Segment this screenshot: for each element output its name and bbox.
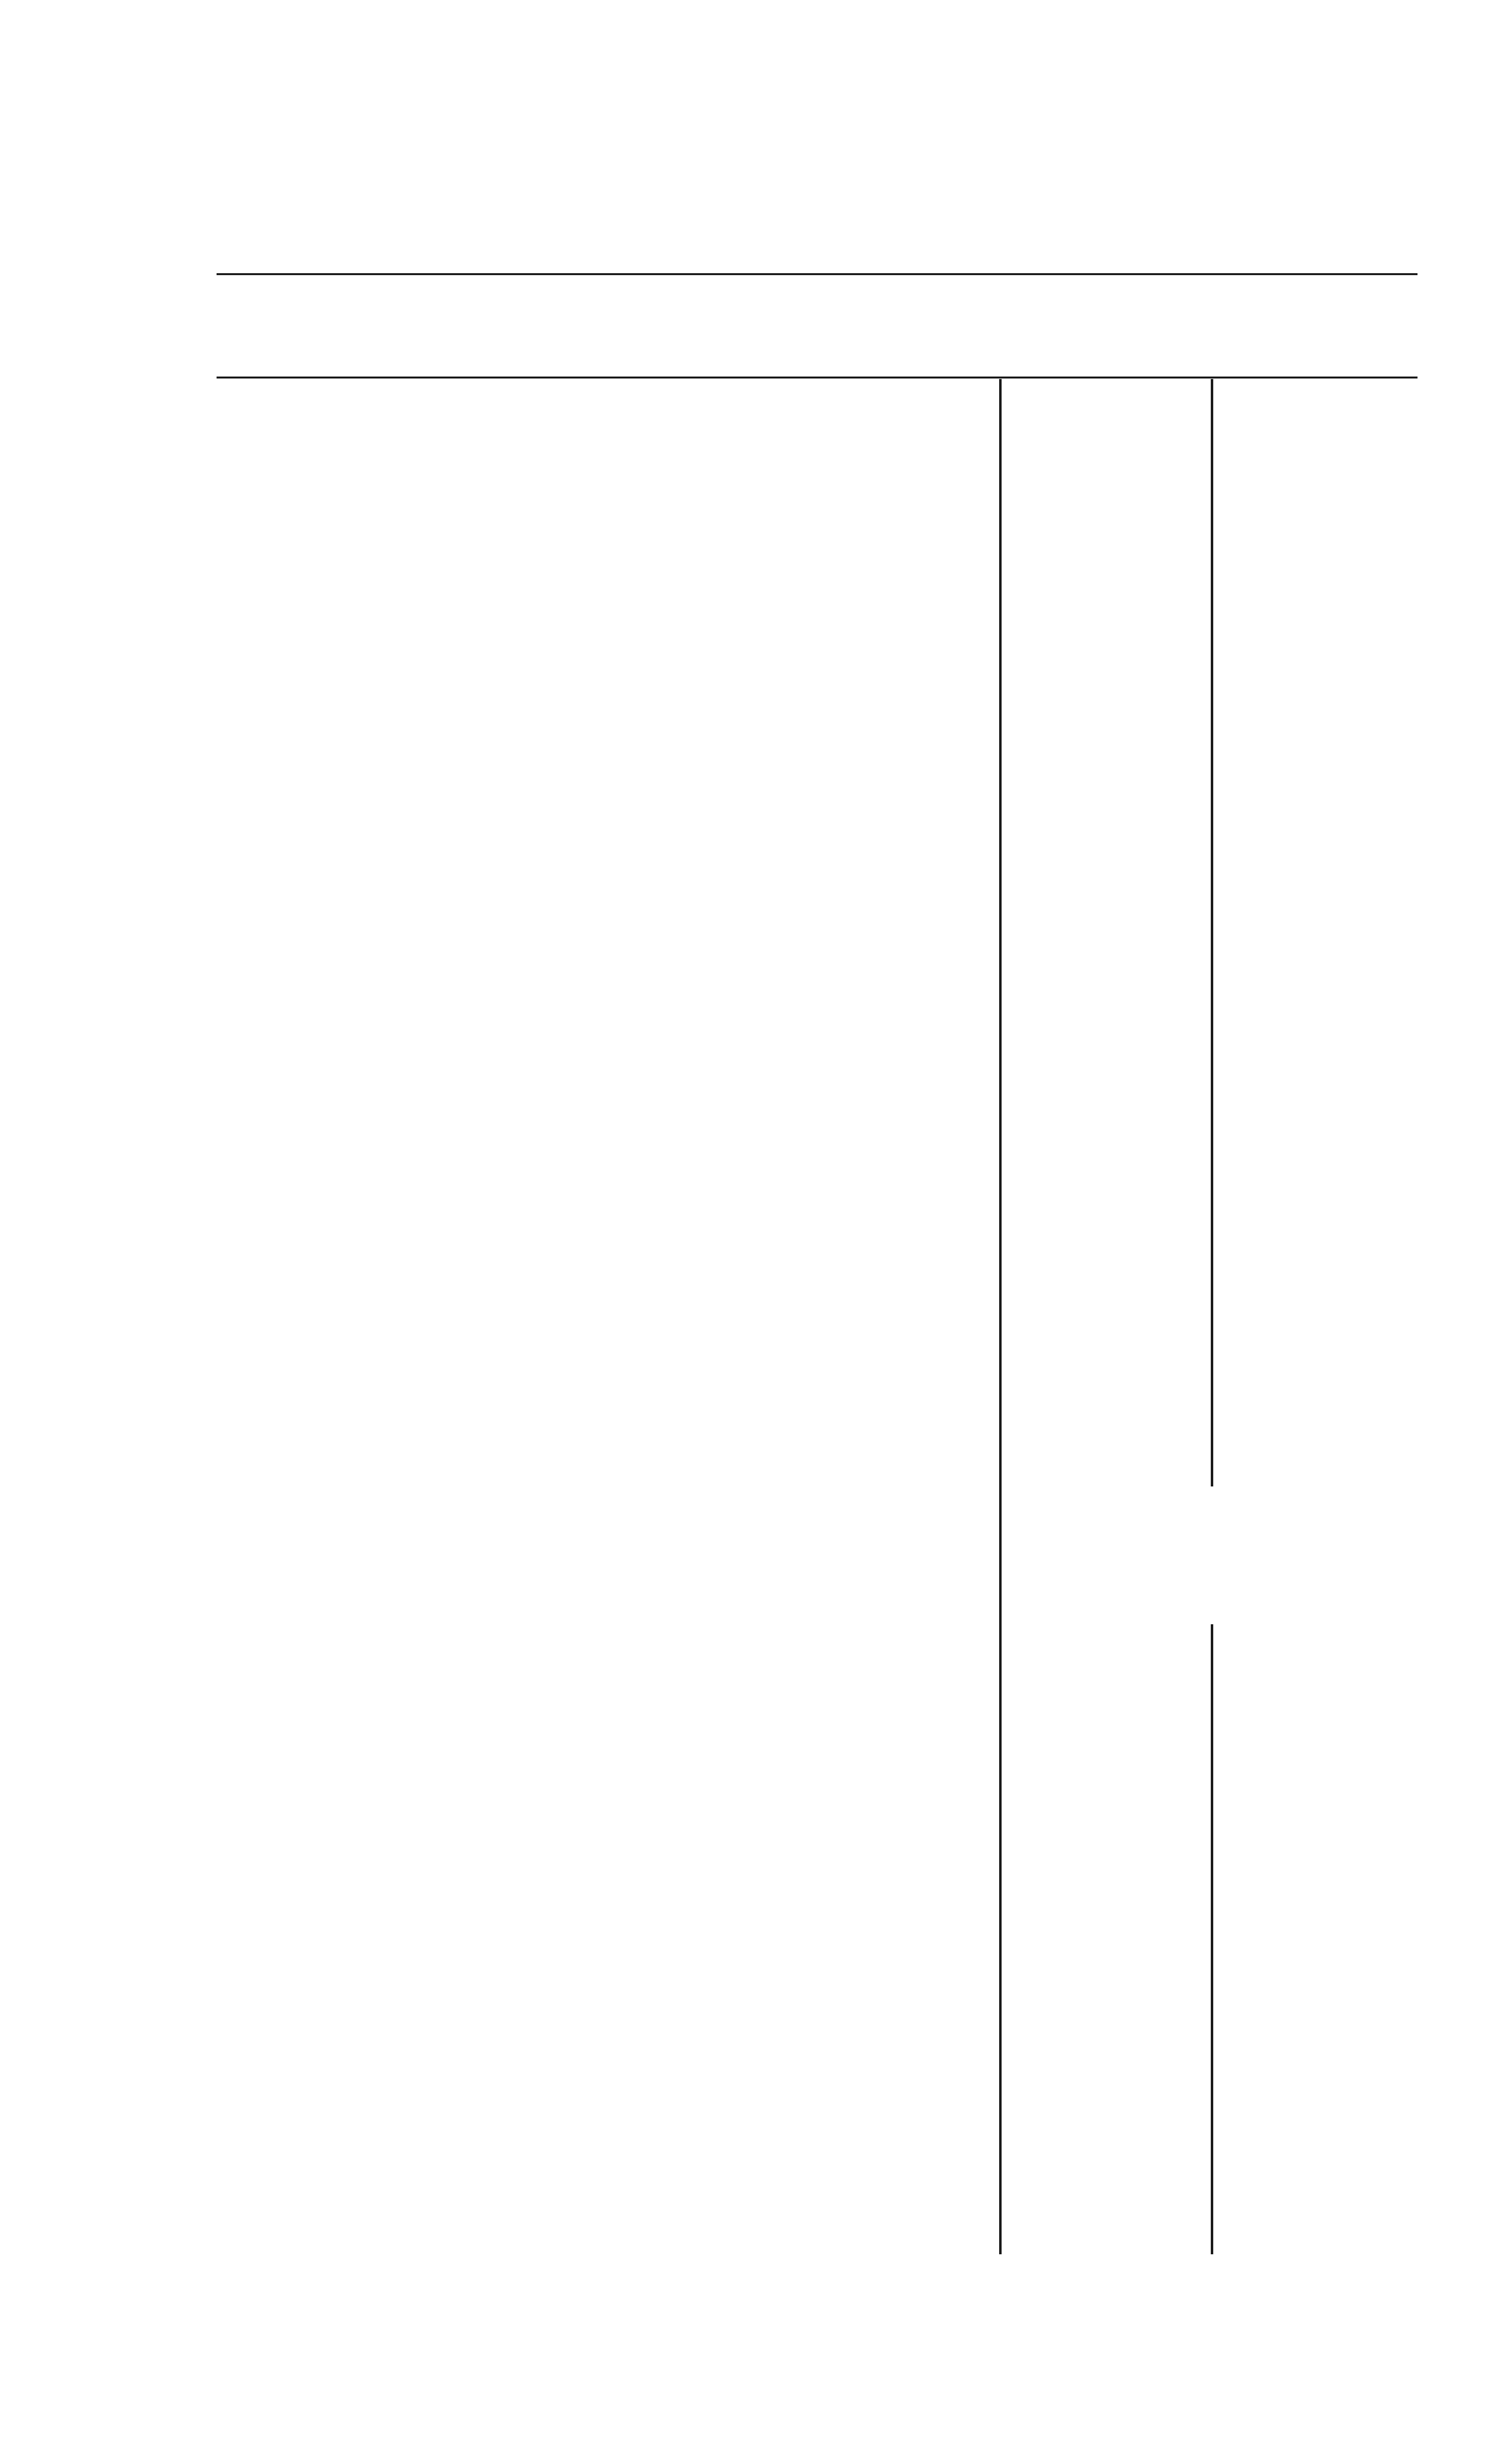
total-column-rule bbox=[1211, 379, 1213, 1486]
amount-column-rule bbox=[999, 379, 1002, 2254]
top-rule bbox=[217, 273, 1418, 275]
title-rule bbox=[217, 377, 1418, 379]
total-column-rule-lower bbox=[1211, 1624, 1213, 2254]
